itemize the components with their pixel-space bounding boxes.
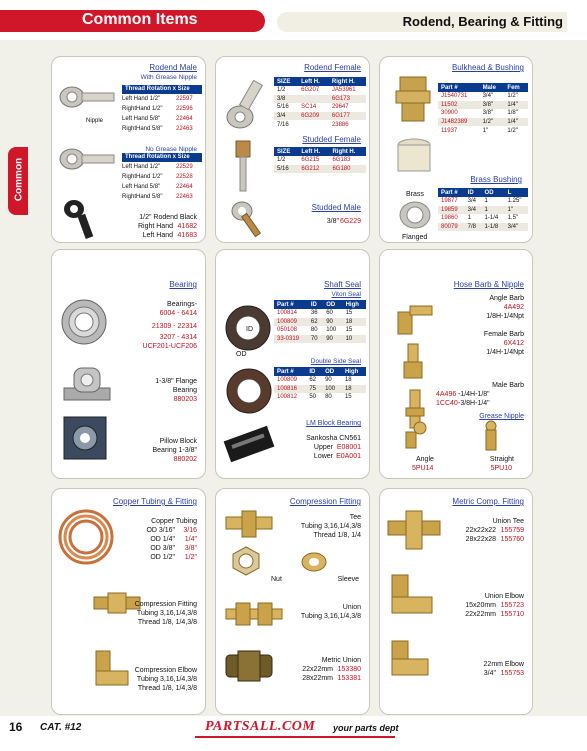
table-row	[274, 376, 366, 385]
studded-female-image	[226, 137, 266, 197]
table-cell: 6G209	[298, 112, 329, 121]
table-cell: 70	[308, 335, 323, 344]
table-cell: 15	[345, 327, 353, 334]
union-tee-part-1: 155759	[500, 527, 524, 534]
rodend-female-image	[222, 75, 272, 135]
rodend-female-table	[274, 77, 366, 129]
lm-upper-part: E08001	[336, 444, 361, 451]
table-header-cell: OD	[322, 367, 342, 376]
no-grease-label: No Grease Nipple	[145, 146, 197, 153]
studded-male-size: 3/8"	[326, 218, 339, 225]
bulkhead-table	[438, 83, 528, 135]
table-cell: 1"	[505, 206, 528, 215]
bulkhead-panel	[379, 56, 533, 243]
copper-title[interactable]: Copper Tubing & Fitting	[112, 497, 197, 506]
table-row	[438, 214, 528, 223]
studded-male-image	[226, 197, 271, 242]
table-cell: 100814	[277, 310, 298, 317]
table-cell: 1"	[482, 127, 489, 134]
shaft-seal-title[interactable]: Shaft Seal	[324, 280, 361, 289]
angle-barb-size: 1/8H-1/4Npt	[486, 313, 524, 320]
table-row	[274, 385, 366, 394]
table-row	[438, 92, 528, 101]
bearings-label: Bearings-	[167, 301, 197, 308]
table-cell: 3/8	[274, 95, 298, 104]
table-cell: 100812	[277, 394, 298, 401]
pillow-block-part: 880202	[173, 456, 197, 463]
table-row	[274, 335, 366, 344]
compression-title[interactable]: Compression Fitting	[289, 497, 361, 506]
table-cell: 1/4"	[504, 118, 528, 127]
tee-thread: Thread 1/8, 1/4	[313, 532, 361, 539]
compression-fitting-label: Compression Fitting	[134, 601, 197, 608]
page-number: 16	[9, 720, 23, 734]
table-cell: 19859	[438, 206, 465, 215]
row-part: 22463	[176, 194, 193, 200]
table-cell: 62	[309, 377, 317, 384]
union-elbow-size-1: 15x20mm	[465, 602, 496, 609]
compression-fitting-thread: Thread 1/8, 1/4,3/8	[137, 619, 197, 626]
table-cell: 050108	[277, 327, 298, 334]
rodend-female-title[interactable]: Rodend Female	[304, 63, 361, 72]
row-label: Left Hand 5/8"	[122, 184, 161, 190]
table-row	[438, 126, 528, 135]
male-barb-size-2: -3/8H-1/4"	[458, 400, 490, 407]
table-cell: JA53961	[331, 87, 356, 94]
metric-comp-title[interactable]: Metric Comp. Fitting	[452, 497, 524, 506]
compression-panel	[215, 488, 370, 715]
female-barb-size: 1/4H-1/4Npt	[486, 349, 524, 356]
nipple-label: Nipple	[86, 118, 104, 124]
male-barb-size-1: -1/4H-1/8"	[458, 391, 490, 398]
angle-nipple-label: Angle	[416, 456, 434, 463]
viton-seal-table	[274, 300, 366, 343]
table-row	[438, 109, 528, 118]
table-cell	[298, 95, 329, 104]
angle-grease-nipple-image	[400, 420, 430, 450]
table-header-cell: ID	[308, 300, 323, 309]
table-cell: 80	[325, 394, 332, 401]
row-label: RightHand 5/8"	[122, 194, 163, 200]
compression-nut-image	[230, 545, 262, 577]
copper-tubing-label: Copper Tubing	[151, 518, 197, 525]
table-cell: 6G207	[301, 87, 320, 94]
content-area	[28, 40, 587, 716]
row-part: 22464	[176, 116, 193, 122]
row-part: 22597	[176, 96, 193, 102]
table-cell: 7/16	[277, 121, 289, 128]
table-header-cell: High	[343, 300, 366, 309]
metric-union-size-1: 22x22mm	[302, 666, 333, 673]
table-cell: 1/4"	[504, 101, 528, 110]
lm-block-title[interactable]: LM Block Bearing	[306, 420, 361, 427]
straight-nipple-label: Straight	[489, 456, 514, 463]
table-cell: 100	[322, 385, 342, 394]
flanged-bushing-image	[398, 200, 432, 230]
brass-bushing-image	[394, 137, 434, 177]
compression-tee-image	[224, 509, 274, 539]
table-header-cell: Left H.	[298, 147, 329, 156]
table-cell: 6G215	[301, 157, 320, 164]
table-cell: SC14	[301, 104, 317, 111]
table-cell: 50	[309, 394, 317, 401]
rodend-black-left-part: 41683	[177, 232, 197, 239]
row-label: Left Hand 5/8"	[122, 116, 161, 122]
table-cell: 5/16	[277, 104, 289, 111]
brass-bushing-table	[438, 188, 528, 231]
side-tab-label: Common	[13, 157, 25, 202]
flange-bearing-label: 1-3/8" Flange	[155, 378, 197, 385]
table-cell: 18	[344, 377, 352, 384]
table-row	[438, 118, 528, 127]
row-part: 22528	[176, 174, 193, 180]
table-row	[274, 112, 366, 121]
metric-union-label: Metric Union	[321, 657, 361, 664]
straight-nipple-part: 5PU10	[490, 465, 512, 472]
table-cell: 6G183	[332, 157, 351, 164]
table-row	[274, 309, 366, 318]
copper-coil-image	[56, 507, 116, 567]
studded-female-table	[274, 147, 366, 173]
table-header-cell: L	[505, 188, 528, 197]
union-tubing: Tubing 3,16,1/4,3/8	[300, 613, 361, 620]
elbow-22mm-size: 3/4"	[483, 670, 496, 677]
page-header	[0, 0, 587, 40]
straight-grease-nipple-image	[478, 420, 504, 452]
female-barb-part: 6X412	[503, 340, 524, 347]
table-header-cell: OD	[323, 300, 342, 309]
table-cell: 15	[345, 310, 353, 317]
union-tee-image	[386, 509, 442, 551]
table-cell: 1	[467, 215, 472, 222]
pillow-block-image	[62, 415, 108, 461]
table-cell: 23886	[331, 121, 349, 128]
union-elbow-image	[386, 571, 436, 621]
table-cell: 3/4"	[505, 223, 528, 232]
angle-barb-image	[394, 298, 434, 338]
sleeve-label: Sleeve	[337, 576, 359, 583]
table-cell: 6G177	[329, 112, 366, 121]
lm-lower-label: Lower	[313, 453, 333, 460]
table-cell: 100809	[274, 318, 308, 327]
copper-panel	[51, 488, 206, 715]
table-cell: 19877	[441, 198, 458, 205]
row-part: 22463	[176, 126, 193, 132]
copper-part: 1/2"	[184, 554, 197, 561]
bearing-panel	[51, 249, 206, 479]
table-cell: 1/2"	[480, 118, 505, 127]
studded-female-title[interactable]: Studded Female	[302, 135, 361, 144]
nut-label: Nut	[271, 576, 282, 583]
bulkhead-title[interactable]: Bulkhead & Bushing	[451, 63, 524, 72]
rodend-female-panel	[215, 56, 370, 243]
double-side-seal-label: Double Side Seal	[310, 358, 361, 365]
union-elbow-part-2: 155710	[500, 611, 524, 618]
table-row	[274, 95, 366, 104]
table-cell: 11502	[438, 101, 480, 110]
flange-bearing-label-2: Bearing	[172, 387, 197, 394]
studded-male-part: 6G229	[339, 218, 361, 225]
rodend-black-right-label: Right Hand	[137, 223, 173, 230]
row-label: Left Hand 1/2"	[122, 96, 161, 102]
compression-elbow-label: Compression Elbow	[134, 667, 197, 674]
union-elbow-size-2: 22x22mm	[465, 611, 496, 618]
table-cell: 6G212	[298, 165, 329, 174]
table-cell: 100816	[274, 385, 306, 394]
table-cell: 19860	[441, 215, 458, 222]
table-cell: 90	[325, 377, 332, 384]
table-cell: 15	[344, 394, 352, 401]
male-barb-part-1: 4A496	[436, 391, 457, 398]
table-header-cell: High	[342, 367, 366, 376]
table-header-cell: Part #	[274, 300, 308, 309]
table-header-cell: SIZE	[274, 147, 298, 156]
row-part: 22596	[176, 106, 193, 112]
table-cell: 5/16	[274, 165, 298, 174]
side-tab	[8, 147, 28, 215]
rodend-male-panel	[51, 56, 206, 243]
table-header-cell: Part #	[438, 188, 465, 197]
table-cell: 80079	[438, 223, 465, 232]
table-cell: 90	[323, 318, 342, 327]
table-cell: 75	[306, 385, 322, 394]
table-row	[274, 86, 366, 95]
rodend-black-right-part: 41682	[177, 223, 197, 230]
union-tee-part-2: 155760	[500, 536, 524, 543]
copper-size: OD 3/8"	[150, 545, 175, 552]
angle-barb-label: Angle Barb	[489, 295, 524, 302]
copper-size: OD 3/16"	[146, 527, 175, 534]
row-label: RightHand 1/2"	[122, 174, 163, 180]
table-cell: 1.25"	[507, 198, 522, 205]
row-label: RightHand 1/2"	[122, 106, 163, 112]
grease-nipple-title[interactable]: Grease Nipple	[479, 413, 524, 420]
id-dimension-label: ID	[246, 326, 253, 333]
table-header-cell: ID	[306, 367, 322, 376]
bearing-title[interactable]: Bearing	[169, 280, 197, 289]
table-cell: J1482389	[438, 118, 480, 127]
rodend-male-no-grease-image	[58, 145, 118, 175]
table-cell: 3/8"	[482, 110, 494, 117]
female-barb-label: Female Barb	[483, 331, 524, 338]
table-cell	[298, 120, 329, 129]
flanged-label: Flanged	[402, 234, 428, 241]
metric-union-part-1: 153380	[337, 666, 361, 673]
union-elbow-label: Union Elbow	[484, 593, 524, 600]
compression-elbow-thread: Thread 1/8, 1/4,3/8	[137, 685, 197, 692]
compression-fitting-tubing: Tubing 3,16,1/4,3/8	[136, 610, 197, 617]
table-row	[274, 120, 366, 129]
table-cell: 100809	[277, 377, 298, 384]
with-grease-label: With Grease Nipple	[140, 74, 197, 81]
table-header-cell: Part #	[274, 367, 306, 376]
copper-part: 3/8"	[184, 545, 197, 552]
compression-elbow-image	[92, 647, 132, 692]
table-row	[438, 206, 528, 215]
pillow-block-label-2: Bearing 1-3/8"	[152, 447, 197, 454]
bearing-range-3: 3207 - 4314	[159, 334, 197, 341]
compression-union-image	[224, 599, 284, 629]
lm-lower-part: E0A001	[336, 453, 361, 460]
table-cell: 1	[482, 206, 505, 215]
lm-upper-label: Upper	[313, 444, 333, 451]
shaft-seal-panel	[215, 249, 370, 479]
elbow-22mm-label: 22mm Elbow	[483, 661, 524, 668]
table-cell: 1/2"	[507, 127, 518, 134]
table-header-cell: OD	[482, 188, 505, 197]
brass-bushing-title[interactable]: Brass Bushing	[470, 175, 522, 184]
tagline: your parts dept	[333, 723, 399, 733]
table-row	[274, 165, 366, 174]
table-cell: 10	[343, 335, 366, 344]
table-row	[274, 156, 366, 165]
table-row	[274, 326, 366, 335]
table-cell: 1.5"	[507, 215, 519, 222]
table-header-cell: Fem	[504, 83, 528, 92]
metric-union-part-2: 153381	[337, 675, 361, 682]
row-part: 22529	[176, 164, 193, 170]
section-tab	[0, 10, 265, 32]
compression-elbow-tubing: Tubing 3,16,1/4,3/8	[136, 676, 197, 683]
table-header-cell: Right H.	[329, 77, 366, 86]
table-cell: 1/8"	[507, 110, 518, 117]
bearing-range-1: 6004 - 6414	[159, 310, 197, 317]
copper-size: OD 1/2"	[150, 554, 175, 561]
table-cell: 1/2	[277, 87, 286, 94]
table-cell: 3/8"	[480, 101, 505, 110]
bulkhead-image	[392, 75, 437, 125]
union-tee-size-2: 28x22x28	[465, 536, 496, 543]
lm-block-name: Sankosha CN561	[306, 435, 361, 442]
table-cell: 7/8	[465, 223, 482, 232]
rodend-black-image	[62, 197, 102, 242]
table-cell: 11937	[441, 127, 458, 134]
rodend-male-table-header: Thread Rotation x Size	[122, 85, 202, 94]
rodend-male-title[interactable]: Rodend Male	[149, 63, 197, 72]
rodend-black-left-label: Left Hand	[142, 232, 173, 239]
pillow-block-label: Pillow Block	[159, 438, 197, 445]
footer-divider	[195, 736, 395, 738]
table-header-cell: SIZE	[274, 77, 298, 86]
side-strip	[0, 40, 28, 730]
table-cell: 36	[310, 310, 318, 317]
table-cell: 18	[342, 385, 366, 394]
hose-barb-title[interactable]: Hose Barb & Nipple	[453, 280, 524, 289]
lm-block-image	[222, 423, 277, 468]
tee-tubing: Tubing 3,16,1/4,3/8	[300, 523, 361, 530]
table-cell: 6G180	[329, 165, 366, 174]
metric-union-size-2: 28x22mm	[302, 675, 333, 682]
table-cell: 29647	[331, 104, 349, 111]
table-cell: 30900	[441, 110, 458, 117]
table-header-cell: Left H.	[298, 77, 329, 86]
union-tee-label: Union Tee	[492, 518, 524, 525]
table-cell: 1/2"	[507, 93, 518, 100]
table-cell: 90	[323, 335, 342, 344]
angle-barb-part: 4A492	[503, 304, 524, 311]
metric-comp-panel	[379, 488, 533, 715]
studded-male-title[interactable]: Studded Male	[311, 203, 361, 212]
row-label: RightHand 5/8"	[122, 126, 163, 132]
row-label: Left Hand 1/2"	[122, 164, 161, 170]
table-cell: 100	[326, 327, 337, 334]
viton-seal-label: Viton Seal	[331, 291, 361, 298]
table-cell: 3/4	[274, 112, 298, 121]
table-cell: J1540731	[441, 93, 468, 100]
copper-part: 3/16	[183, 527, 197, 534]
table-header-cell: Part #	[438, 83, 480, 92]
union-label: Union	[342, 604, 361, 611]
copper-size: OD 1/4"	[150, 536, 175, 543]
copper-part: 1/4"	[184, 536, 197, 543]
male-barb-part-2: 1CC40	[436, 400, 458, 407]
table-row	[274, 103, 366, 112]
bearing-range-2: 21309 - 22314	[151, 323, 197, 330]
double-seal-image	[224, 366, 274, 416]
rodend-black-title: 1/2" Rodend Black	[139, 214, 197, 221]
table-cell: 60	[326, 310, 333, 317]
angle-nipple-part: 5PU14	[412, 465, 434, 472]
row-part: 22464	[176, 184, 193, 190]
elbow-22mm-part: 155753	[500, 670, 524, 677]
elbow-22mm-image	[388, 637, 432, 681]
table-cell: 62	[308, 318, 323, 327]
table-row	[438, 101, 528, 110]
female-barb-image	[400, 342, 430, 382]
union-tee-size-1: 22x22x22	[465, 527, 496, 534]
flange-bearing-part: 880203	[173, 396, 197, 403]
table-cell: 1-1/8	[482, 223, 505, 232]
table-cell: 3/4"	[482, 93, 494, 100]
rodend-male-table-header-2: Thread Rotation x Size	[122, 153, 202, 162]
table-header-cell: Right H.	[329, 147, 366, 156]
table-row	[438, 197, 528, 206]
brass-label: Brass	[406, 191, 424, 198]
table-cell: 33-0319	[274, 335, 308, 344]
table-cell: 1	[484, 198, 488, 205]
od-dimension-label: OD	[236, 351, 247, 358]
page-title: Rodend, Bearing & Fitting	[277, 12, 567, 32]
compression-sleeve-image	[300, 551, 328, 573]
bearing-range-4: UCF201-UCF206	[142, 343, 197, 350]
double-seal-table	[274, 367, 366, 402]
table-cell: 1-1/4	[484, 215, 499, 222]
male-barb-label: Male Barb	[492, 382, 524, 389]
table-header-cell: Male	[480, 83, 505, 92]
metric-union-image	[224, 649, 274, 683]
union-elbow-part-1: 155723	[500, 602, 524, 609]
rodend-male-image	[58, 77, 118, 117]
table-cell: 3/4	[465, 206, 482, 215]
table-row	[274, 318, 366, 327]
table-header-cell: ID	[465, 188, 482, 197]
catalog-number: CAT. #12	[40, 722, 82, 733]
tee-label: Tee	[349, 514, 361, 521]
hose-barb-panel	[379, 249, 533, 479]
table-cell: 18	[343, 318, 366, 327]
section-title: Common Items	[82, 11, 198, 28]
table-row	[438, 223, 528, 232]
brand-logo[interactable]: PARTSALL.COM	[205, 719, 316, 734]
table-cell: 3/4	[467, 198, 477, 205]
ball-bearing-image	[60, 298, 108, 346]
table-cell: 6G173	[329, 95, 366, 104]
table-row	[274, 393, 366, 402]
table-cell: 80	[310, 327, 318, 334]
table-cell: 1/2	[277, 157, 286, 164]
flange-bearing-image	[62, 362, 112, 404]
